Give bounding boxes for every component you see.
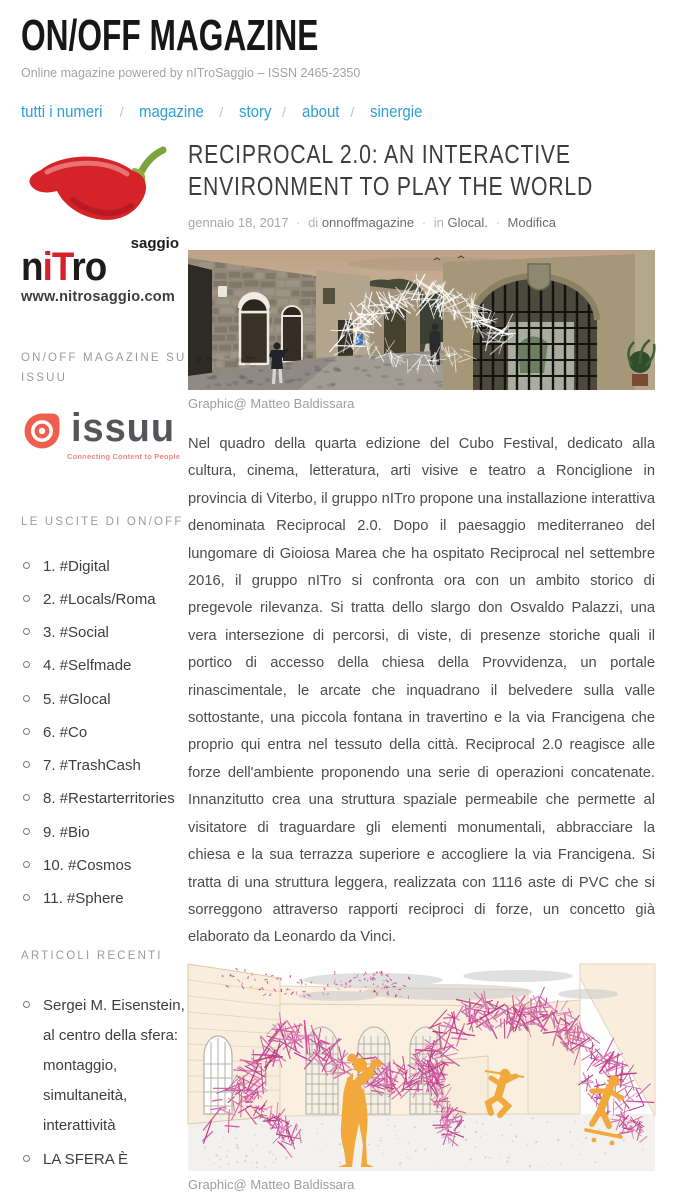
issue-item[interactable]: 9. #Bio <box>21 823 188 843</box>
site-title[interactable]: ON/OFF MAGAZINE <box>21 14 676 58</box>
recent-article-item[interactable]: LA SFERA È <box>21 1145 188 1175</box>
edit-link[interactable]: Modifica <box>508 215 556 230</box>
issuu-section <box>21 349 188 461</box>
article <box>188 138 655 1192</box>
issue-item[interactable]: 5. #Glocal <box>21 690 188 710</box>
nitrosaggio-url[interactable]: www.nitrosaggio.com <box>21 289 181 305</box>
issue-item[interactable]: 1. #Digital <box>21 557 188 577</box>
nav-separator: / <box>120 104 124 120</box>
issue-item[interactable]: 4. #Selfmade <box>21 656 188 676</box>
nav-separator: / <box>219 104 223 120</box>
article-figure-photo <box>188 250 655 411</box>
recent-articles-heading: ARTICOLI RECENTI <box>21 947 188 967</box>
meta-separator: · <box>496 215 500 230</box>
issue-item[interactable]: 8. #Restarterritories <box>21 789 188 809</box>
issuu-wordmark: issuu <box>71 408 175 448</box>
nav-about[interactable]: about <box>302 102 339 122</box>
issue-item[interactable]: 2. #Locals/Roma <box>21 590 188 610</box>
issue-item[interactable]: 11. #Sphere <box>21 889 188 909</box>
meta-separator: · <box>296 215 300 230</box>
category-link[interactable]: Glocal. <box>447 215 487 230</box>
saggio-label: saggio <box>131 235 179 252</box>
article-image-render <box>188 964 655 1171</box>
sidebar <box>0 138 188 1192</box>
issuu-section-heading: ON/OFF MAGAZINE SU ISSUU <box>21 349 188 388</box>
nav-tutti-i-numeri[interactable]: tutti i numeri <box>21 102 102 122</box>
nitro-wordmark: saggio niTro <box>21 247 181 287</box>
nav-story[interactable]: story <box>239 102 271 122</box>
recent-articles-list <box>21 991 188 1175</box>
nav-magazine[interactable]: magazine <box>139 102 204 122</box>
issues-list <box>21 557 188 910</box>
nav-sinergie[interactable]: sinergie <box>370 102 422 122</box>
nav-separator: / <box>282 104 286 120</box>
issuu-tagline: Connecting Content to People <box>67 452 181 461</box>
article-figure-render <box>188 964 655 1192</box>
nav-separator: / <box>350 104 354 120</box>
by-label: di <box>308 215 318 230</box>
main-nav <box>21 102 676 122</box>
image2-caption: Graphic@ Matteo Baldissara <box>188 1177 655 1192</box>
in-label: in <box>434 215 444 230</box>
article-date: gennaio 18, 2017 <box>188 215 288 230</box>
meta-separator: · <box>422 215 426 230</box>
article-body: Nel quadro della quarta edizione del Cubo Festival, dedicato alla cultura, cinema, letteratura, arti visive e teatro a Ronciglione in provincia di Viterbo, il gruppo nITro propone una installazione interattiva denominata Reciprocal 2.0. Dopo il paesaggio mediterraneo del lungomare di Gioiosa Marea che ha ospitato Reciprocal nel settembre 2016, il gruppo nITro si confronta ora con un ambito storico di pregevole rilevanza. Si tratta dello slargo don Osvaldo Palazzi, una vera intersezione di percorsi, di viste, di presenze storiche quali il portico di accesso della chiesa della Provvidenza, un portale rinascimentale, le arcate che inquadrano il belvedere sulla valle sottostante, una piccola fontana in travertino e la via Francigena che proprio qui entra nel tessuto della città. Reciprocal 2.0 reagisce alle forze dell'ambiente proponendo una serie di operazioni concatenate. Innanzitutto crea una struttura spaziale permeabile che permette al visitatore di traguardare gli elementi monumentali, abbracciare la chiesa e la sua terrazza superiore e accogliere la via Francigena. Si tratta di una struttura leggera, realizzata con 1116 aste di PVC che si sorreggono attraverso rapporti reciproci di forze, un concetto già elaborato da Leonardo da Vinci. <box>188 431 655 952</box>
article-image-installation-photo <box>188 250 655 390</box>
issue-item[interactable]: 6. #Co <box>21 723 188 743</box>
author-link[interactable]: onnoffmagazine <box>322 215 414 230</box>
article-meta <box>188 215 655 230</box>
issue-item[interactable]: 10. #Cosmos <box>21 856 188 876</box>
recent-article-item[interactable]: Sergei M. Eisenstein, al centro della sfera: montaggio, simultaneità, interattività <box>21 991 188 1141</box>
issuu-logo[interactable] <box>21 408 181 461</box>
issues-heading: LE USCITE DI ON/OFF <box>21 513 188 533</box>
article-title[interactable]: RECIPROCAL 2.0: AN INTERACTIVE ENVIRONMENT TO PLAY THE WORLD <box>188 138 655 202</box>
recent-articles-section <box>21 947 188 1175</box>
image1-caption: Graphic@ Matteo Baldissara <box>188 396 655 411</box>
issuu-drop-icon <box>21 408 63 454</box>
nitrosaggio-logo[interactable] <box>21 138 181 305</box>
issues-section <box>21 513 188 909</box>
site-subtitle: Online magazine powered by nITroSaggio – ISSN 2465-2350 <box>21 66 676 80</box>
issue-item[interactable]: 7. #TrashCash <box>21 756 188 776</box>
chili-pepper-icon <box>21 138 181 248</box>
site-header <box>0 0 697 122</box>
issue-item[interactable]: 3. #Social <box>21 623 188 643</box>
